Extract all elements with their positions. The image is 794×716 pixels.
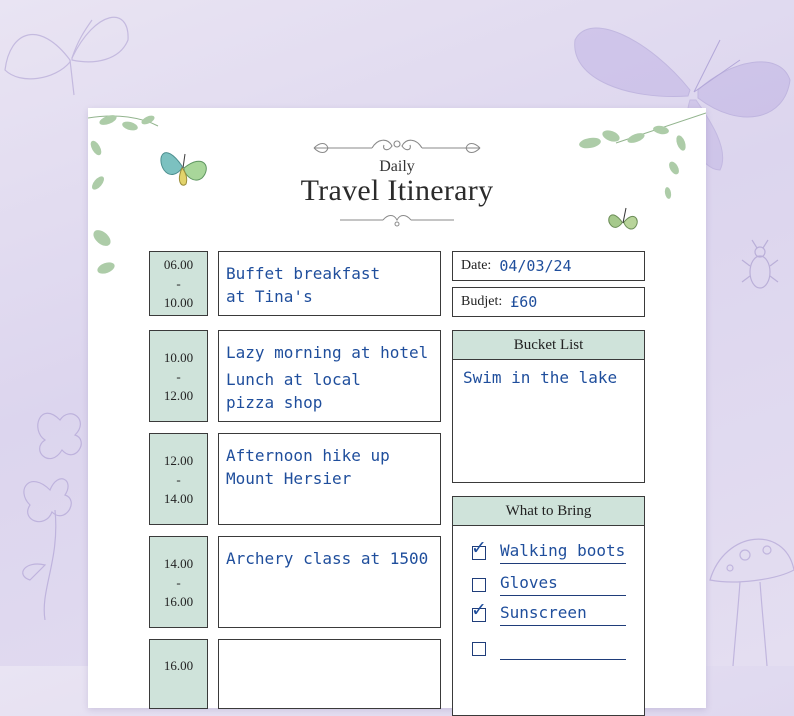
activity-box[interactable]	[218, 251, 441, 316]
what-to-bring-header: What to Bring	[452, 496, 645, 526]
checkbox[interactable]	[472, 578, 486, 592]
budget-field[interactable]	[452, 287, 645, 317]
checkmark-icon: ✓	[471, 537, 487, 559]
title-daily: Daily	[379, 158, 415, 175]
date-value: 04/03/24	[499, 257, 572, 275]
checklist-text[interactable]: Gloves	[500, 573, 626, 596]
activity-line: Archery class at 1500	[226, 549, 429, 568]
time-slot	[149, 639, 208, 709]
ornament-flourish-icon	[338, 214, 456, 228]
checklist-item	[472, 632, 626, 660]
time-start: 10.00	[163, 349, 194, 365]
bucket-list-header: Bucket List	[452, 330, 645, 360]
activity-box[interactable]	[218, 536, 441, 628]
budget-value: £60	[510, 293, 538, 311]
checkmark-icon: ✓	[471, 599, 487, 621]
checklist-item	[472, 568, 626, 596]
time-slot	[149, 433, 208, 525]
time-slot	[149, 330, 208, 422]
time-start: 12.00	[163, 452, 194, 468]
butterfly-icon	[604, 204, 642, 238]
activity-line: Mount Hersier	[226, 469, 352, 488]
time-start: 06.00	[163, 257, 194, 272]
checkbox[interactable]	[471, 537, 487, 560]
activity-line: Lunch at local	[226, 370, 361, 389]
time-slot	[149, 251, 208, 316]
activity-box[interactable]	[218, 639, 441, 709]
time-end: 16.00	[163, 593, 194, 609]
moth-icon	[0, 0, 140, 110]
activity-line: pizza shop	[226, 393, 323, 412]
activity-line: Afternoon hike up	[226, 446, 390, 465]
activity-line: Buffet breakfast	[226, 264, 381, 283]
activity-box[interactable]	[218, 433, 441, 525]
activity-line: Lazy morning at hotel	[226, 343, 429, 362]
time-end: 12.00	[163, 387, 194, 403]
time-dash: -	[176, 471, 181, 487]
time-dash: -	[176, 368, 181, 384]
checklist-item	[472, 536, 626, 564]
time-end: 14.00	[163, 490, 194, 506]
date-label: Date:	[461, 258, 492, 273]
time-start: 14.00	[163, 555, 194, 571]
title-travel-itinerary: Travel Itinerary	[300, 174, 494, 207]
bucket-list-box[interactable]	[452, 360, 645, 483]
activity-box[interactable]	[218, 330, 441, 422]
checklist-text[interactable]: Walking boots	[500, 541, 626, 564]
bucket-list-item: Swim in the lake	[463, 368, 618, 387]
mushroom-icon	[705, 520, 794, 666]
time-dash: -	[176, 276, 181, 291]
budget-label: Budjet:	[461, 294, 503, 309]
time-end: 10.00	[163, 295, 194, 310]
checklist-text[interactable]: Sunscreen	[500, 603, 626, 626]
time-start: 16.00	[163, 658, 194, 673]
date-field[interactable]	[452, 251, 645, 281]
itinerary-sheet	[88, 108, 706, 708]
flower-icon	[0, 390, 90, 620]
activity-line: at Tina's	[226, 287, 313, 306]
checklist-text[interactable]	[500, 637, 626, 660]
checklist-item	[472, 598, 626, 626]
beetle-icon	[740, 238, 780, 298]
ornament-flourish-icon	[312, 136, 482, 160]
time-dash: -	[176, 574, 181, 590]
time-slot	[149, 536, 208, 628]
checkbox[interactable]	[472, 642, 486, 656]
checkbox[interactable]	[471, 599, 487, 622]
